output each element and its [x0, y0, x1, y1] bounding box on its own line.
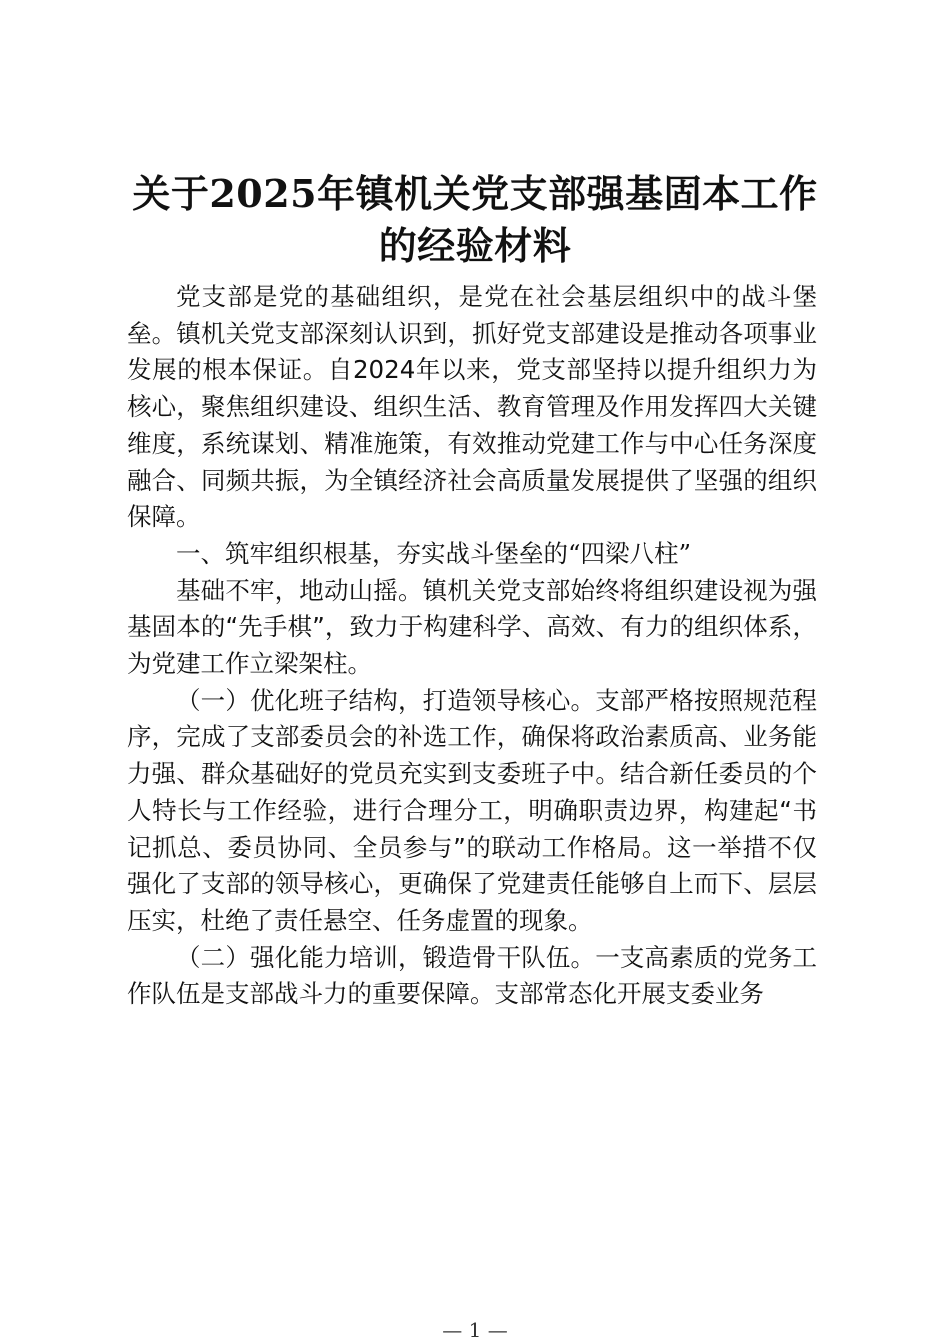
document-title: 关于2025年镇机关党支部强基固本工作的经验材料 — [132, 171, 818, 268]
document-body — [127, 279, 817, 1013]
section-1-intro-paragraph: 基础不牢，地动山摇。镇机关党支部始终将组织建设视为强基固本的“先手棋”，致力于构建科学、高效、有力的组织体系，为党建工作立梁架柱。 — [127, 575, 817, 679]
page-number: — 1 — — [442, 1318, 508, 1342]
intro-paragraph: 党支部是党的基础组织，是党在社会基层组织中的战斗堡垒。镇机关党支部深刻认识到，抓好党支部建设是推动各项事业发展的根本保证。自2024年以来，党支部坚持以提升组织力为核心，聚焦组织建设、组织生活、教育管理及作用发挥四大关键维度，系统谋划、精准施策，有效推动党建工作与中心任务深度融合、同频共振，为全镇经济社会高质量发展提供了坚强的组织保障。 — [127, 282, 817, 532]
section-heading-1: 一、筑牢组织根基，夯实战斗堡垒的“四梁八柱” — [176, 538, 692, 568]
subsection-1-paragraph: （一）优化班子结构，打造领导核心。支部严格按照规范程序，完成了支部委员会的补选工作，确保将政治素质高、业务能力强、群众基础好的党员充实到支委班子中。结合新任委员的个人特长与工作经验，进行合理分工，明确职责边界，构建起“书记抓总、委员协同、全员参与”的联动工作格局。这一举措不仅强化了支部的领导核心，更确保了党建责任能够自上而下、层层压实，杜绝了责任悬空、任务虚置的现象。 — [127, 685, 817, 935]
subsection-2-paragraph: （二）强化能力培训，锻造骨干队伍。一支高素质的党务工作队伍是支部战斗力的重要保障。支部常态化开展支委业务 — [127, 942, 817, 1009]
